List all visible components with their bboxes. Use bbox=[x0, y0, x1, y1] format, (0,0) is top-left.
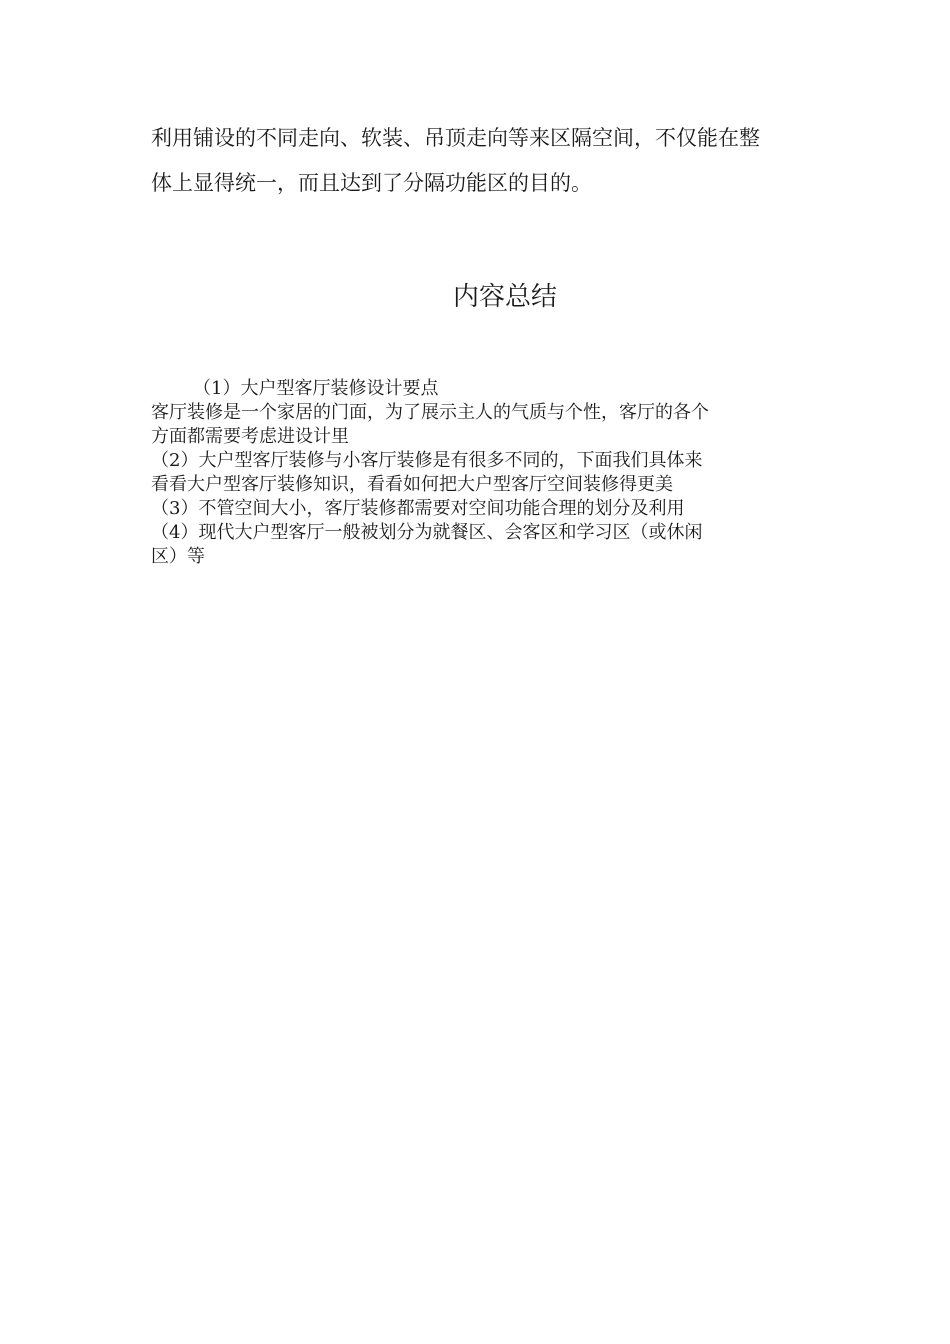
body-paragraph bbox=[151, 116, 811, 206]
body-paragraph-line: 体上显得统一，而且达到了分隔功能区的目的。 bbox=[151, 171, 592, 195]
summary-line: 客厅装修是一个家居的门面，为了展示主人的气质与个性，客厅的各个 bbox=[151, 402, 709, 423]
summary-body bbox=[151, 377, 801, 569]
body-paragraph-line: 利用铺设的不同走向、软装、吊顶走向等来区隔空间，不仅能在整 bbox=[151, 126, 760, 150]
summary-line: （2）大户型客厅装修与小客厅装修是有很多不同的，下面我们具体来 bbox=[151, 450, 703, 471]
summary-line: （4）现代大户型客厅一般被划分为就餐区、会客区和学习区（或休闲 bbox=[151, 522, 703, 543]
summary-line: 方面都需要考虑进设计里 bbox=[151, 426, 349, 447]
summary-line: 区）等 bbox=[151, 546, 205, 567]
summary-title: 内容总结 bbox=[452, 282, 557, 312]
summary-line: 看看大户型客厅装修知识，看看如何把大户型客厅空间装修得更美 bbox=[151, 474, 673, 495]
summary-line: （1）大户型客厅装修设计要点 bbox=[193, 378, 439, 399]
summary-line: （3）不管空间大小，客厅装修都需要对空间功能合理的划分及利用 bbox=[151, 498, 685, 519]
